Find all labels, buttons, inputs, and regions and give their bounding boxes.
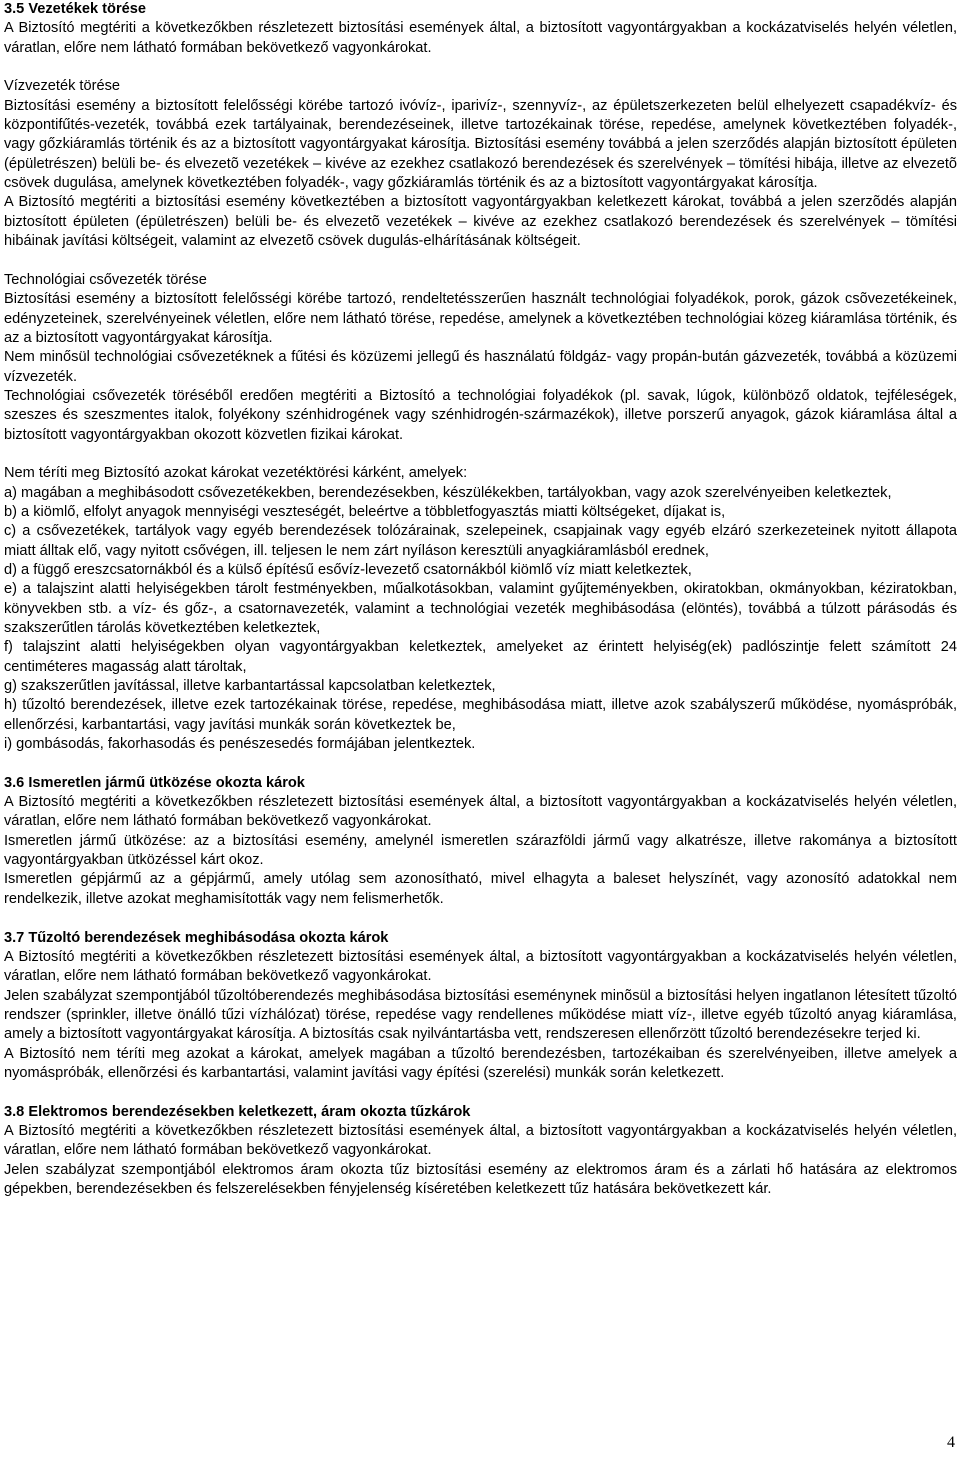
list-item: g) szakszerűtlen javítással, illetve karbantartással kapcsolatban keletkeztek,	[4, 678, 496, 695]
spacer	[4, 909, 957, 928]
spacer	[4, 754, 957, 773]
spacer	[4, 58, 957, 77]
list-item: c) a csővezetékek, tartályok vagy egyéb berendezések tolózárainak, szelepeinek, csapjainak vagy egyéb elzáró szerkezeteinek nyitott állapota miatt álltak elő, vagy nyitott csővégen, ill. teljesen le nem zárt nyíláson keresztüli anyagkiáramlásból erednek,	[4, 523, 957, 559]
section-title-3-7: 3.7 Tűzoltó berendezések meghibásodása okozta károk	[4, 929, 389, 946]
list-item: i) gombásodás, fakorhasodás és penészesedés formájában jelentkeztek.	[4, 736, 476, 753]
paragraph: A Biztosító megtériti a biztosítási esemény következtében a biztosított vagyontárgyakban keletkezett károkat, továbbá a jelen szerzõdés alapján biztosított épületen (épületrészen) belüli be- és elvezetõ vezetékek – kivéve az ezekhez csatlakozó berendezések és szerelvények – tömítési hibáinak javítási költségeit, valamint az elvezetõ csövek dugulás-elhárításának költségeit.	[4, 194, 957, 250]
list-item: a) magában a meghibásodott csővezetékekben, berendezésekben, készülékekben, tartályokban, vagy azok szerelvényeiben keletkeztek,	[4, 484, 892, 501]
spacer	[4, 251, 957, 270]
paragraph: A Biztosító megtériti a következőkben részletezett biztosítási események által, a biztosított vagyontárgyakban a kockázatviselés helyén véletlen, váratlan, előre nem látható formában bekövetkező vagyonkárokat.	[4, 794, 957, 830]
paragraph: Biztosítási esemény a biztosított felelősségi körébe tartozó ivóvíz-, iparivíz-, szennyvíz-, az épületszerkezeten belül elhelyezett csapadékvíz- és központifűtés-vezeték, továbbá ezek tartályainak, berendezéseinek, illetve tartozékainak törése, repedése, amelynek következtében folyadék-, vagy gőzkiáramlás történik és az a biztosított vagyontárgyakat károsítja. Biztosítási esemény továbbá a jelen szerződés alapján biztosított épületen (épületrészen) belüli be- és elvezetõ vezetékek – kivéve az ezekhez csatlakozó berendezések és szerelvények – tömítési hibája, illetve az elvezetõ csövek dugulása, amelynek következtében folyadék-, vagy gőzkiáramlás történik és az a biztosított vagyontárgyakat károsítja.	[4, 97, 957, 192]
subsection-title-vizvezetek: Vízvezeték törése	[4, 78, 120, 95]
paragraph: A Biztosító megtériti a következőkben részletezett biztosítási események által, a biztosított vagyontárgyakban a kockázatviselés helyén véletlen, váratlan, előre nem látható formában bekövetkező vagyonkárokat.	[4, 1122, 957, 1159]
list-item: e) a talajszint alatti helyiségekben tárolt festményekben, műalkotásokban, valamint gyűjteményekben, okiratokban, okmányokban, kéziratokban, könyvekben stb. a víz- és gőz-, a csatornavezeték, valamint a technológiai vezeték meghibásodása (elöntés), továbbá a túlzott párásodás és szakszerűtlen tárolás következtében keletkeztek,	[4, 581, 957, 636]
list-item: f) talajszint alatti helyiségekben olyan vagyontárgyakban keletkeztek, amelyeket az érintett helyiség(ek) padlószintje felett számított 24 centiméteres magasság alatt tároltak,	[4, 639, 957, 675]
section-title-3-8: 3.8 Elektromos berendezésekben keletkezett, áram okozta tűzkárok	[4, 1103, 471, 1120]
paragraph: Technológiai csővezeték töréséből eredően megtériti a Biztosító a technológiai folyadékok (pl. savak, lúgok, különböző oldatok, tejféleségek, szeszes és szeszmentes italok, folyékony szénhidrogének vagy szénhidrogén-származékok), illetve porszerű anyagok, gázok kiáramlása által a biztosított vagyontárgyakban okozott közvetlen fizikai károkat.	[4, 387, 957, 443]
list-item: b) a kiömlő, elfolyt anyagok mennyiségi veszteségét, beleértve a többletfogyasztás miatti költségeket, díjakat is,	[4, 503, 726, 520]
section-title-3-6: 3.6 Ismeretlen jármű ütközése okozta károk	[4, 774, 305, 791]
section-title-3-5: 3.5 Vezetékek törése	[4, 1, 146, 17]
paragraph: A Biztosító nem téríti meg azokat a károkat, amelyek magában a tűzoltó berendezésben, tartozékaiban és szerelvényeiben, illetve amelyek a nyomáspróbák, ellenõrzési és karbantartási, valamint javítási vagy építési (szerelési) munkák során keletkezett.	[4, 1045, 957, 1081]
paragraph: Nem minősül technológiai csővezetéknek a fűtési és közüzemi jellegű és használatú földgáz- vagy propán-bután gázvezeték, továbbá a közüzemi vízvezeték.	[4, 349, 957, 385]
paragraph: A Biztosító megtériti a következőkben részletezett biztosítási események által, a biztosított vagyontárgyakban a kockázatviselés helyén véletlen, váratlan, előre nem látható formában bekövetkező vagyonkárokat.	[4, 20, 957, 56]
paragraph: A Biztosító megtériti a következőkben részletezett biztosítási események által, a biztosított vagyontárgyakban a kockázatviselés helyén véletlen, váratlan, előre nem látható formában bekövetkező vagyonkárokat.	[4, 948, 957, 985]
spacer	[4, 445, 957, 464]
list-item: h) tűzoltó berendezések, illetve ezek tartozékainak törése, repedése, meghibásodása miatt, illetve azok szabályszerű működése, nyomáspróbák, ellenőrzési, karbantartási, vagy javítási munkák során következtek be,	[4, 697, 957, 733]
spacer	[4, 1083, 957, 1102]
paragraph: Jelen szabályzat szempontjából tűzoltóberendezés meghibásodása biztosítási eseménynek minõsül a biztosítási helyen ingatlanon létesített tűzoltó rendszer (sprinkler, illetve önálló tűzi vízhálózat) törése, repedése vagy rendellenes működése miatt víz-, illetve egyéb tűzoltó anyag kiáramlása, amely a biztosított vagyontárgyakat károsítja. A biztosítás csak nyilvántartásba vett, rendszeresen ellenőrzött tűzoltó berendezésekre terjed ki.	[4, 987, 957, 1043]
list-item: d) a függő ereszcsatornákból és a külső építésű esővíz-levezető csatornákból kiömlő víz miatt keletkeztek,	[4, 561, 692, 578]
paragraph: Ismeretlen jármű ütközése: az a biztosítási esemény, amelynél ismeretlen szárazföldi jármű vagy alkatrésze, illetve rakománya a biztosított vagyontárgyakban ütközéssel kárt okoz.	[4, 832, 957, 869]
paragraph: Nem téríti meg Biztosító azokat károkat vezetéktörési kárként, amelyek:	[4, 465, 468, 482]
subsection-title-technologiai: Technológiai csővezeték törése	[4, 271, 207, 288]
paragraph: Jelen szabályzat szempontjából elektromos áram okozta tűz biztosítási esemény az elektromos áram és a zárlati hő hatására az elektromos gépekben, berendezésekben és felszerelésekben fényjelenség kíséretében keletkezett tűz hatására bekövetkezett kár.	[4, 1161, 957, 1197]
paragraph: Ismeretlen gépjármű az a gépjármű, amely utólag sem azonosítható, mivel elhagyta a baleset helyszínét, vagy azonosító adatokkal nem rendelkezik, illetve azokat meghamisították vagy nem felismerhetők.	[4, 871, 957, 907]
paragraph: Biztosítási esemény a biztosított felelősségi körébe tartozó, rendeltetésszerűen használt technológiai folyadékok, porok, gázok csõvezetékeinek, edényzeteinek, szerelvényeinek véletlen, előre nem látható törése, repedése, amelynek a következtében technológiai közeg kiáramlása történik, és az a biztosított vagyontárgyakat károsítja.	[4, 291, 957, 346]
document-page	[4, 0, 957, 1199]
page-number: 4	[947, 1434, 955, 1451]
